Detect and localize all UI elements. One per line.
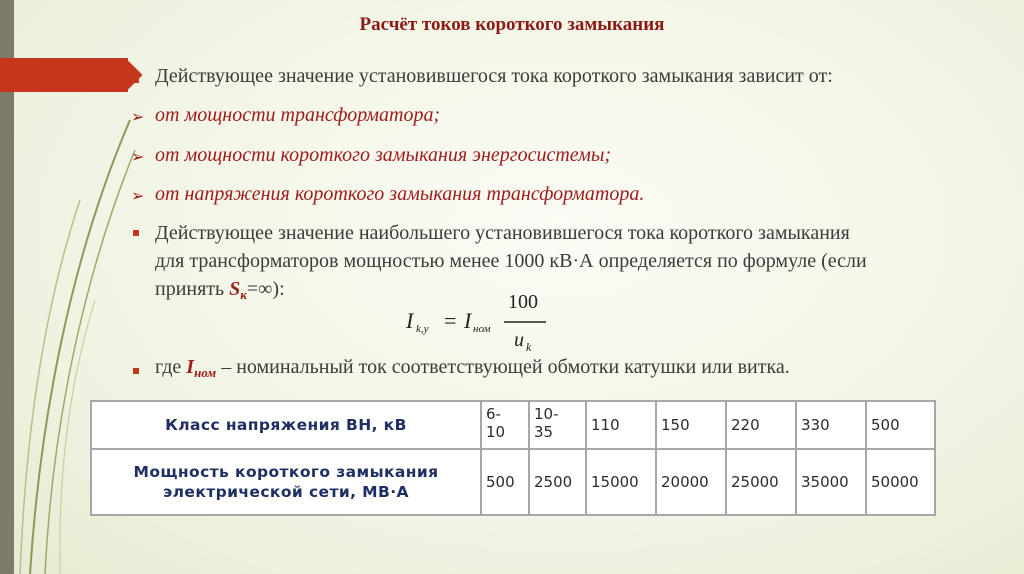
symbol-i-subscript: ном [194,365,217,380]
formula-denominator: u [514,329,524,351]
table-cell: 35000 [797,450,865,514]
list-item-short-circuit-voltage: от напряжения короткого замыкания трансформатора. [155,183,645,205]
square-bullet-icon [133,230,139,236]
paragraph-line-3-suffix: =∞): [246,278,285,300]
table-cell: 220 [727,402,795,448]
arrow-bullet-icon: ➢ [131,147,145,166]
formula-rhs-subscript: ном [473,323,491,335]
symbol-s-subscript: к [240,287,247,302]
where-suffix: – номинальный ток соответствующей обмотки катушки или витка. [216,356,790,378]
table-row [92,402,934,448]
table-cell: 2500 [530,450,585,514]
paragraph-line-3-prefix: принять [155,278,230,300]
formula-lhs: I [406,308,414,333]
formula-lhs-subscript: k,у [416,323,429,335]
table-cell: 50000 [867,450,934,514]
formula [400,288,560,358]
arrow-bullet-icon: ➢ [131,107,145,126]
arrow-bullet-icon: ➢ [131,186,145,205]
formula-denominator-subscript: k [526,340,532,354]
symbol-s: S [229,278,241,300]
list-item-transformer-power: от мощности трансформатора; [155,104,441,126]
table-cell: 15000 [587,450,655,514]
table-cell: 25000 [727,450,795,514]
table-row-header-voltage: Класс напряжения ВН, кВ [92,402,480,448]
table-cell: 500 [482,450,528,514]
square-bullet-icon [133,77,139,83]
formula-rhs: I [464,308,472,333]
list-item-system-power: от мощности короткого замыкания энергосистемы; [155,144,612,166]
slide-title: Расчёт токов короткого замыкания [359,14,665,35]
square-bullet-icon [133,368,139,374]
where-line [155,356,790,381]
table-cell: 110 [587,402,655,448]
table-cell: 10- 35 [530,402,585,448]
formula-equals: = [444,308,457,333]
paragraph-line-3 [155,278,285,303]
table-cell: 150 [657,402,725,448]
table-cell: 500 [867,402,934,448]
intro-line: Действующее значение установившегося тока короткого замыкания зависит от: [155,65,833,87]
symbol-i: I [186,356,195,378]
data-table [90,400,936,516]
table-cell: 20000 [657,450,725,514]
where-prefix: где [155,356,187,378]
table-row [92,450,934,514]
table-cell: 330 [797,402,865,448]
formula-numerator: 100 [508,291,538,313]
table-row-header-power: Мощность короткого замыкания электрической сети, МВ·А [92,450,480,514]
paragraph-line-2: для трансформаторов мощностью менее 1000 кВ·А определяется по формуле (если [155,250,867,272]
table-cell: 6- 10 [482,402,528,448]
paragraph-line-1: Действующее значение наибольшего установившегося тока короткого замыкания [155,222,850,244]
accent-tab [0,58,128,92]
